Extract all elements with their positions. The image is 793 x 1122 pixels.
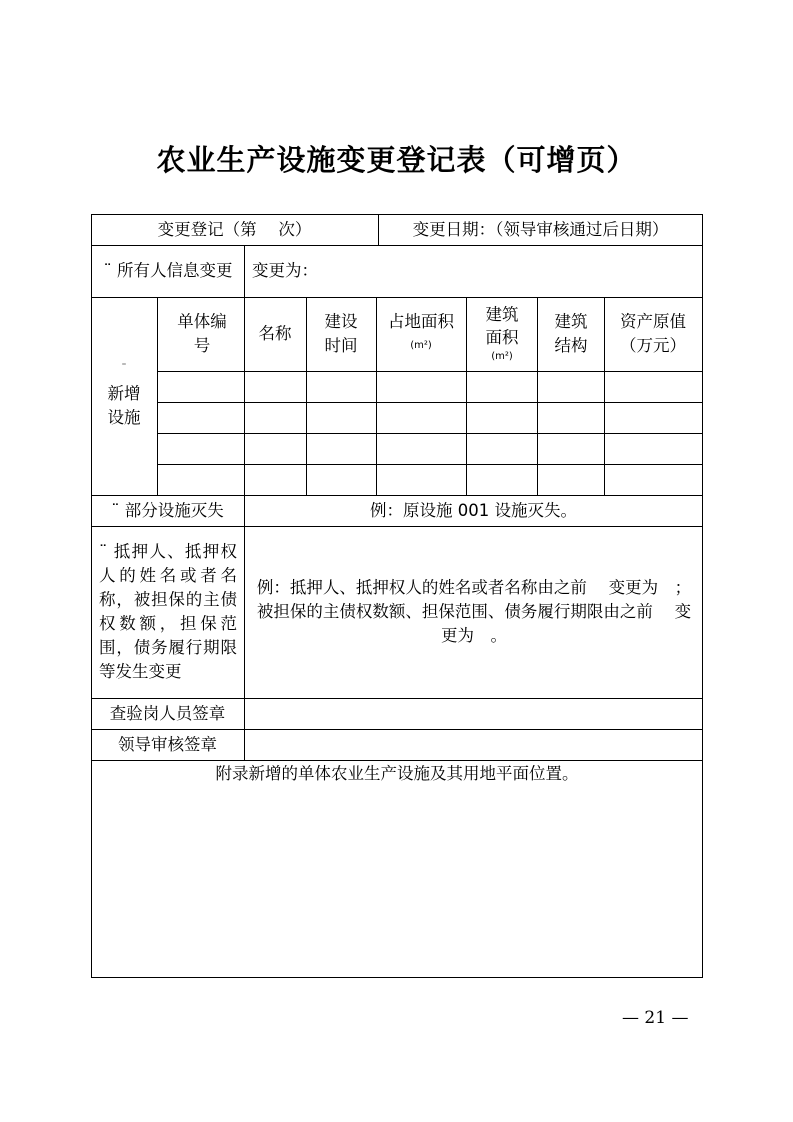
new-facility-label: 新增设施	[107, 384, 141, 427]
col-header-asset-value: 资产原值（万元）	[620, 312, 686, 355]
row-divider	[157, 402, 703, 403]
row-divider	[157, 371, 703, 372]
col-header-name: 名称	[258, 324, 292, 343]
col-divider	[604, 297, 605, 495]
col-header-floor-area	[482, 297, 522, 371]
col-divider	[157, 297, 158, 495]
col-divider	[537, 297, 538, 495]
row-divider	[157, 433, 703, 434]
partial-loss-example[interactable]: 例：原设施 001 设施灭失。	[370, 500, 577, 520]
col-header-land-area	[376, 297, 466, 371]
owner-change-label: ¨ 所有人信息变更	[103, 261, 233, 280]
col-header-land-area-unit: (m²)	[410, 340, 432, 351]
page-title: 农业生产设施变更登记表（可增页）	[156, 143, 637, 177]
registration-count-label: 变更登记（第 次）	[157, 219, 312, 239]
col-header-structure: 建筑结构	[554, 312, 588, 355]
col-header-build-time: 建设时间	[324, 312, 358, 355]
appendix-note: 附录新增的单体农业生产设施及其用地平面位置。	[215, 764, 579, 783]
col-header-floor-area-text: 建筑面积	[485, 305, 519, 347]
partial-loss-label: ¨ 部分设施灭失	[111, 500, 224, 520]
change-date-label: 变更日期：（领导审核通过后日期）	[412, 219, 669, 239]
mortgage-change-example[interactable]: 例：抵押人、抵押权人的姓名或者名称由之前 变更为 ；被担保的主债权数额、担保范围、债务履行期限由之前 变更为 。	[256, 578, 692, 645]
owner-change-value[interactable]: 变更为：	[252, 261, 318, 280]
leader-signature-label: 领导审核签章	[118, 734, 217, 754]
row-divider	[157, 464, 703, 465]
appendix-area[interactable]	[92, 790, 702, 976]
col-divider	[466, 297, 467, 495]
inspector-signature-label: 查验岗人员签章	[109, 703, 226, 723]
col-header-floor-area-unit: (m²)	[491, 351, 513, 362]
inspector-signature-field[interactable]	[244, 698, 703, 729]
mortgage-change-label: ¨ 抵押人、抵押权人的姓名或者名称，被担保的主债权数额，担保范围，债务履行期限等发生变更	[99, 542, 237, 681]
new-facility-label-group	[91, 297, 157, 495]
col-divider	[306, 297, 307, 495]
page-number: — 21 —	[622, 1008, 689, 1028]
leader-signature-field[interactable]	[244, 729, 703, 760]
col-header-land-area-text: 占地面积	[388, 312, 454, 331]
col-header-unit-no: 单体编号	[177, 312, 227, 355]
checkbox-mark[interactable]: ¨	[121, 363, 127, 374]
